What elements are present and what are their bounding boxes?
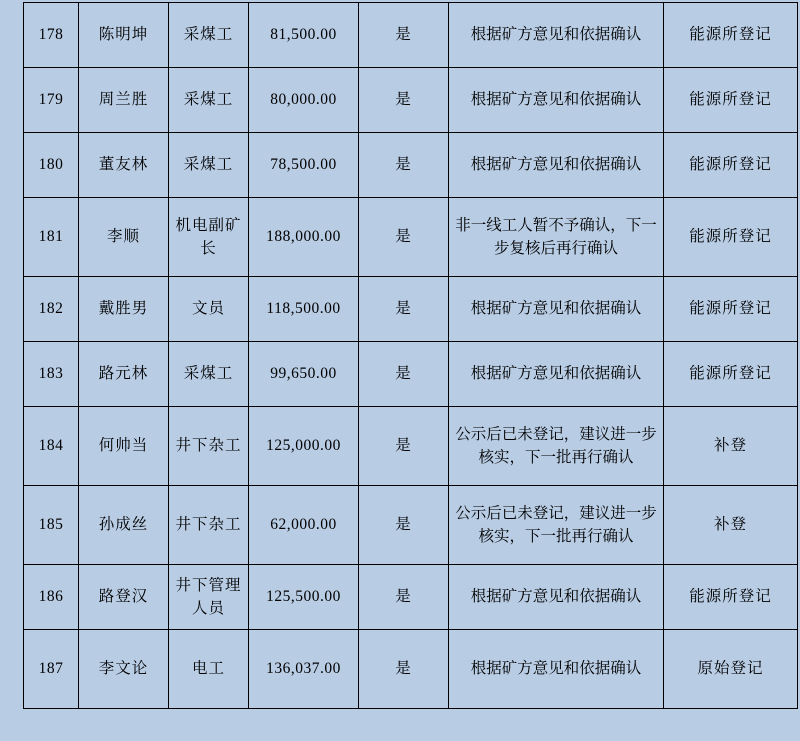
cell-confirmed: 是	[359, 3, 449, 68]
cell-index: 182	[24, 277, 79, 342]
cell-confirmed: 是	[359, 342, 449, 407]
cell-index: 187	[24, 630, 79, 709]
cell-amount: 62,000.00	[249, 486, 359, 565]
table-row	[24, 407, 798, 486]
cell-confirmed: 是	[359, 198, 449, 277]
cell-job: 井下管理人员	[169, 565, 249, 630]
cell-amount: 99,650.00	[249, 342, 359, 407]
cell-job: 井下杂工	[169, 407, 249, 486]
cell-note: 根据矿方意见和依据确认	[449, 277, 664, 342]
cell-job: 电工	[169, 630, 249, 709]
table-row	[24, 133, 798, 198]
cell-job: 文员	[169, 277, 249, 342]
cell-index: 181	[24, 198, 79, 277]
cell-name: 李文论	[79, 630, 169, 709]
cell-status: 补登	[664, 407, 798, 486]
compensation-table	[23, 2, 798, 709]
cell-name: 戴胜男	[79, 277, 169, 342]
cell-job: 采煤工	[169, 3, 249, 68]
table-row	[24, 565, 798, 630]
cell-index: 186	[24, 565, 79, 630]
cell-name: 周兰胜	[79, 68, 169, 133]
table-row	[24, 3, 798, 68]
cell-status: 能源所登记	[664, 3, 798, 68]
cell-note: 根据矿方意见和依据确认	[449, 565, 664, 630]
cell-name: 路元林	[79, 342, 169, 407]
cell-status: 能源所登记	[664, 198, 798, 277]
cell-note: 根据矿方意见和依据确认	[449, 68, 664, 133]
cell-status: 能源所登记	[664, 277, 798, 342]
cell-note: 根据矿方意见和依据确认	[449, 3, 664, 68]
cell-index: 179	[24, 68, 79, 133]
cell-status: 能源所登记	[664, 133, 798, 198]
cell-name: 孙成丝	[79, 486, 169, 565]
cell-confirmed: 是	[359, 486, 449, 565]
cell-amount: 125,500.00	[249, 565, 359, 630]
cell-amount: 118,500.00	[249, 277, 359, 342]
cell-amount: 125,000.00	[249, 407, 359, 486]
table-row	[24, 630, 798, 709]
cell-index: 183	[24, 342, 79, 407]
cell-status: 能源所登记	[664, 565, 798, 630]
cell-job: 机电副矿长	[169, 198, 249, 277]
table-row	[24, 342, 798, 407]
cell-amount: 80,000.00	[249, 68, 359, 133]
cell-confirmed: 是	[359, 277, 449, 342]
cell-job: 采煤工	[169, 68, 249, 133]
cell-confirmed: 是	[359, 630, 449, 709]
cell-status: 补登	[664, 486, 798, 565]
cell-name: 董友林	[79, 133, 169, 198]
cell-index: 178	[24, 3, 79, 68]
cell-name: 李顺	[79, 198, 169, 277]
cell-confirmed: 是	[359, 565, 449, 630]
table-row	[24, 486, 798, 565]
cell-job: 井下杂工	[169, 486, 249, 565]
cell-note: 公示后已未登记，建议进一步核实，下一批再行确认	[449, 407, 664, 486]
cell-amount: 188,000.00	[249, 198, 359, 277]
cell-amount: 81,500.00	[249, 3, 359, 68]
cell-status: 能源所登记	[664, 342, 798, 407]
cell-note: 根据矿方意见和依据确认	[449, 133, 664, 198]
table-body	[24, 3, 798, 709]
cell-confirmed: 是	[359, 407, 449, 486]
cell-job: 采煤工	[169, 133, 249, 198]
cell-name: 何帅当	[79, 407, 169, 486]
cell-status: 能源所登记	[664, 68, 798, 133]
cell-confirmed: 是	[359, 68, 449, 133]
cell-note: 根据矿方意见和依据确认	[449, 342, 664, 407]
cell-confirmed: 是	[359, 133, 449, 198]
cell-name: 路登汉	[79, 565, 169, 630]
cell-job: 采煤工	[169, 342, 249, 407]
cell-note: 根据矿方意见和依据确认	[449, 630, 664, 709]
table-row	[24, 68, 798, 133]
cell-status: 原始登记	[664, 630, 798, 709]
cell-index: 184	[24, 407, 79, 486]
cell-index: 185	[24, 486, 79, 565]
table-row	[24, 277, 798, 342]
cell-note: 公示后已未登记，建议进一步核实，下一批再行确认	[449, 486, 664, 565]
cell-index: 180	[24, 133, 79, 198]
table-row	[24, 198, 798, 277]
cell-amount: 78,500.00	[249, 133, 359, 198]
cell-amount: 136,037.00	[249, 630, 359, 709]
cell-note: 非一线工人暂不予确认，下一步复核后再行确认	[449, 198, 664, 277]
cell-name: 陈明坤	[79, 3, 169, 68]
